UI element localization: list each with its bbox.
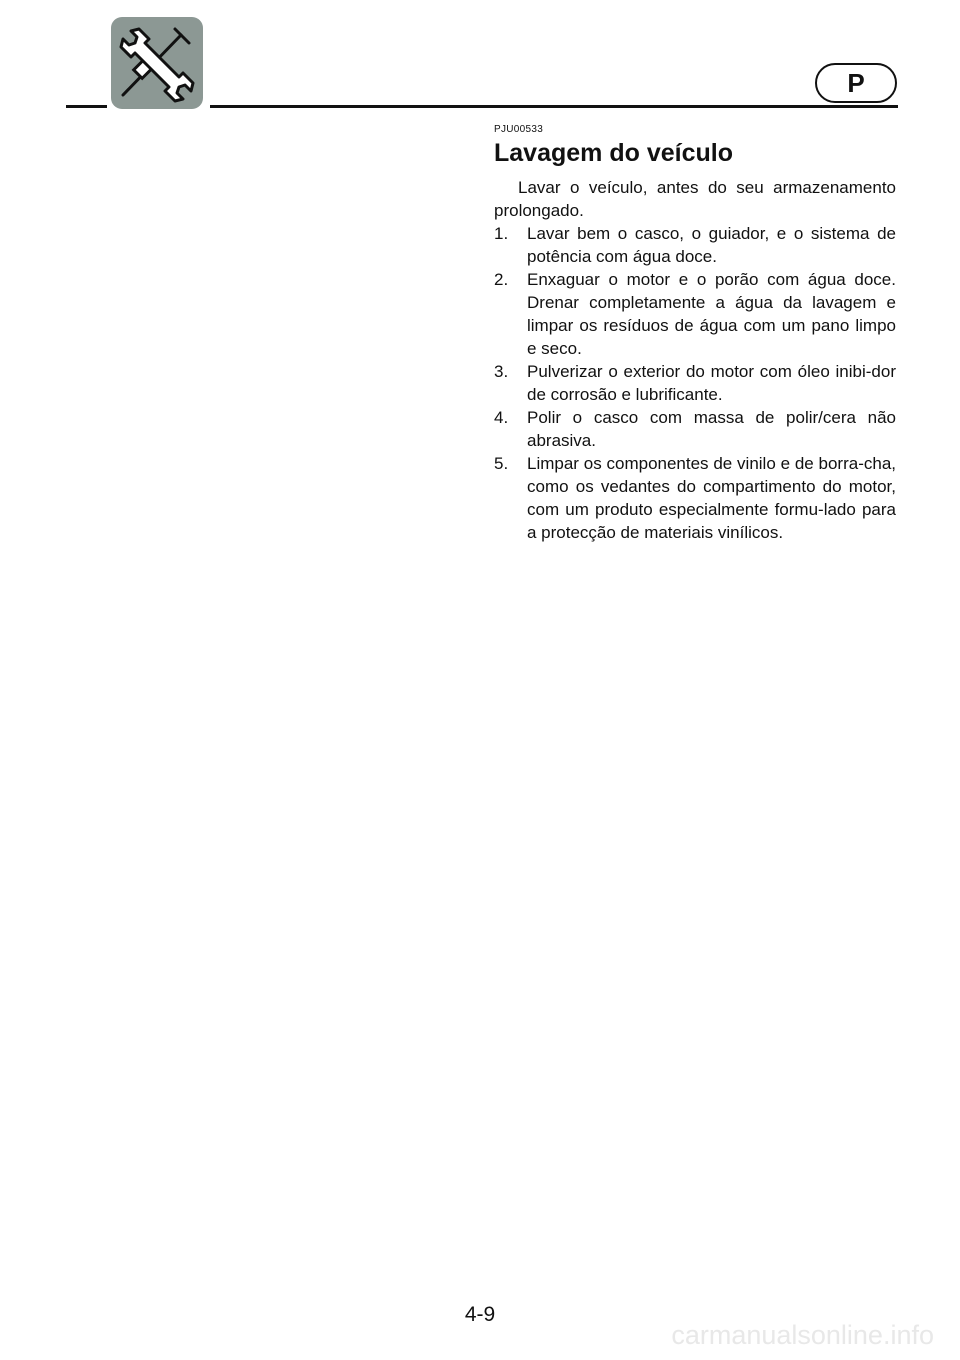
header-rule-left: [66, 105, 107, 108]
language-tab: P: [815, 63, 897, 103]
step-number: 3.: [494, 362, 509, 381]
intro-paragraph: Lavar o veículo, antes do seu armazenamento prolongado.: [494, 178, 896, 220]
steps-list: [494, 222, 896, 544]
step-text: Pulverizar o exterior do motor com óleo inibi-dor de corrosão e lubrificante.: [527, 362, 896, 404]
list-item: [494, 452, 896, 544]
step-text: Lavar bem o casco, o guiador, e o sistema de potência com água doce.: [527, 224, 896, 266]
step-text: Polir o casco com massa de polir/cera não abrasiva.: [527, 408, 896, 450]
section-content: [494, 124, 896, 544]
step-number: 4.: [494, 408, 509, 427]
step-text: Enxaguar o motor e o porão com água doce. Drenar completamente a água da lavagem e limpar os resíduos de água com um pano limpo e seco.: [527, 270, 896, 358]
step-number: 2.: [494, 270, 509, 289]
header-rule-right: [210, 105, 898, 108]
section-title: Lavagem do veículo: [494, 139, 733, 167]
step-text: Limpar os componentes de vinilo e de borra-cha, como os vedantes do compartimento do motor, com um produto especialmente formu-lado para a protecção de materiais vinílicos.: [527, 454, 896, 542]
step-number: 1.: [494, 224, 509, 243]
maintenance-tools-icon: [111, 17, 203, 109]
watermark: carmanualsonline.info: [671, 1320, 934, 1350]
list-item: [494, 406, 896, 452]
page-number: 4-9: [464, 1303, 496, 1326]
list-item: [494, 360, 896, 406]
step-number: 5.: [494, 454, 509, 473]
list-item: [494, 268, 896, 360]
reference-code: PJU00533: [494, 124, 544, 135]
list-item: [494, 222, 896, 268]
